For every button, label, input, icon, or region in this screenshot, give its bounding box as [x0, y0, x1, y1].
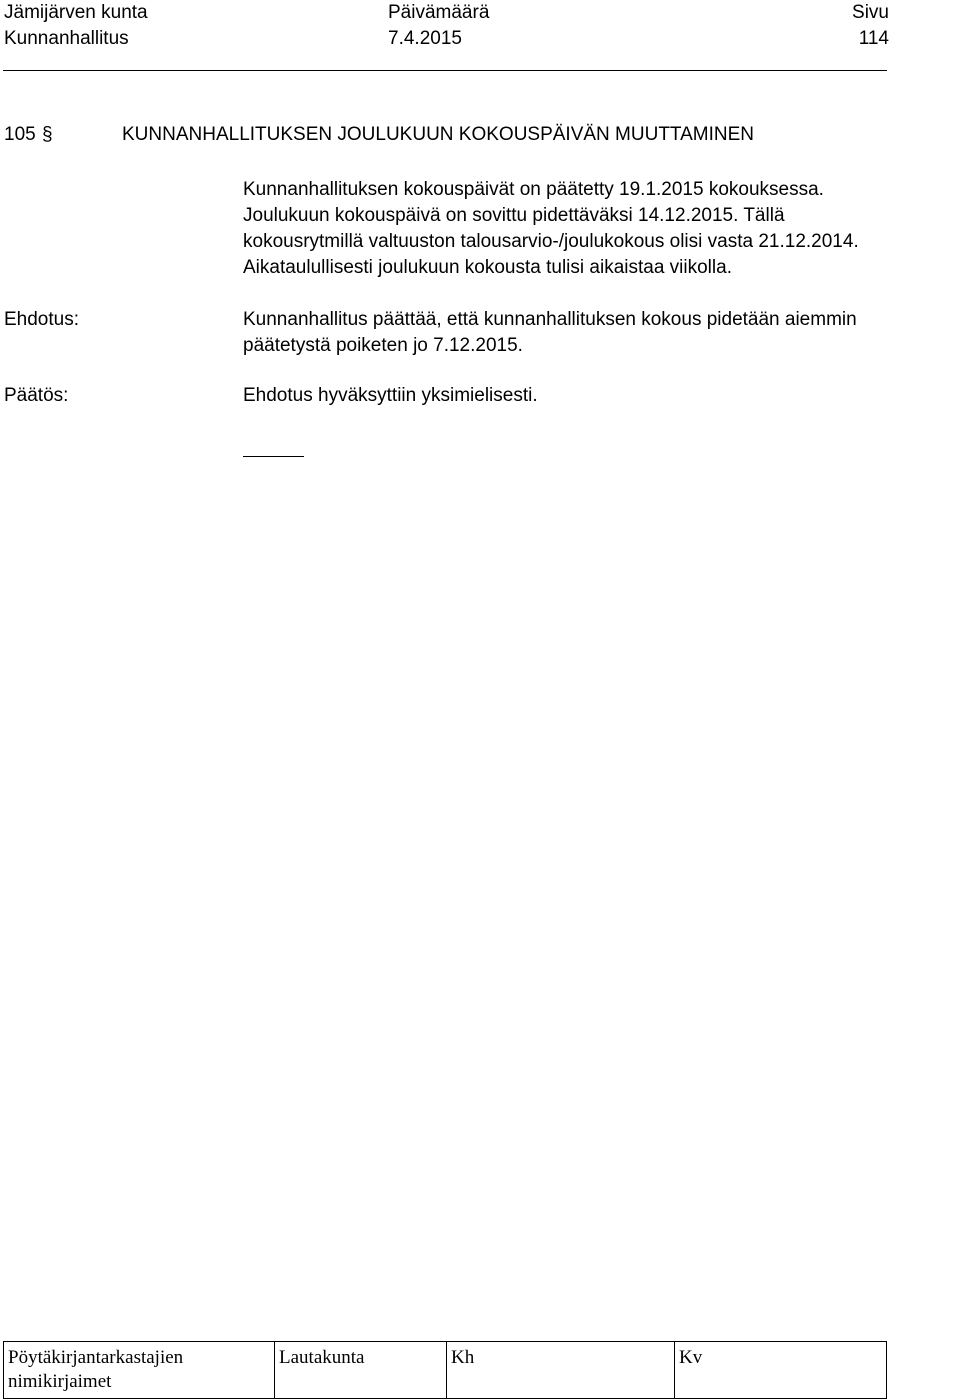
proposal-line: Kunnanhallitus päättää, että kunnanhallituksen kokous pidetään aiemmin	[243, 309, 857, 330]
header-left	[4, 0, 148, 52]
description-line: Aikataulullisesti joulukuun kokousta tulisi aikaistaa viikolla.	[243, 257, 732, 278]
section-title: KUNNANHALLITUKSEN JOULUKUUN KOKOUSPÄIVÄN MUUTTAMINEN	[122, 124, 755, 145]
section-heading	[4, 122, 754, 148]
page-number: 114	[858, 28, 889, 49]
section-end-rule	[243, 456, 304, 457]
proposal-label: Ehdotus:	[4, 309, 79, 330]
inspectors-label-line2: nimikirjaimet	[8, 1371, 112, 1392]
kv-initials-cell	[675, 1342, 887, 1399]
description-paragraph	[243, 177, 960, 281]
initials-row	[4, 1342, 887, 1399]
decision-paragraph	[243, 383, 960, 409]
organization-name: Jämijärven kunta	[4, 2, 148, 23]
description-line: Joulukuun kokouspäivä on sovittu pidettäväksi 14.12.2015. Tällä	[243, 205, 785, 226]
description-line: Kunnanhallituksen kokouspäivät on päätetty 19.1.2015 kokouksessa.	[243, 179, 824, 200]
board-label: Lautakunta	[279, 1347, 365, 1368]
header-date	[388, 0, 489, 52]
section-number: 105	[4, 124, 36, 145]
date-value: 7.4.2015	[388, 28, 462, 49]
page-label: Sivu	[852, 2, 889, 23]
inspectors-initials-cell	[4, 1342, 275, 1399]
inspectors-label-line1: Pöytäkirjantarkastajien	[8, 1347, 184, 1368]
header-page	[848, 0, 889, 52]
kh-initials-cell	[447, 1342, 675, 1399]
board-initials-cell	[275, 1342, 447, 1399]
decision-text: Ehdotus hyväksyttiin yksimielisesti.	[243, 385, 538, 406]
section-symbol: §	[42, 124, 53, 145]
proposal-line: päätetystä poiketen jo 7.12.2015.	[243, 335, 523, 356]
governing-body: Kunnanhallitus	[4, 28, 129, 49]
kh-label: Kh	[451, 1347, 475, 1368]
header-divider	[3, 70, 887, 71]
description-line: kokousrytmillä valtuuston talousarvio-/joulukokous olisi vasta 21.12.2014.	[243, 231, 859, 252]
initials-table	[3, 1341, 887, 1399]
date-label: Päivämäärä	[388, 2, 490, 23]
decision-label: Päätös:	[4, 385, 69, 406]
proposal-paragraph	[243, 307, 960, 359]
kv-label: Kv	[679, 1347, 703, 1368]
